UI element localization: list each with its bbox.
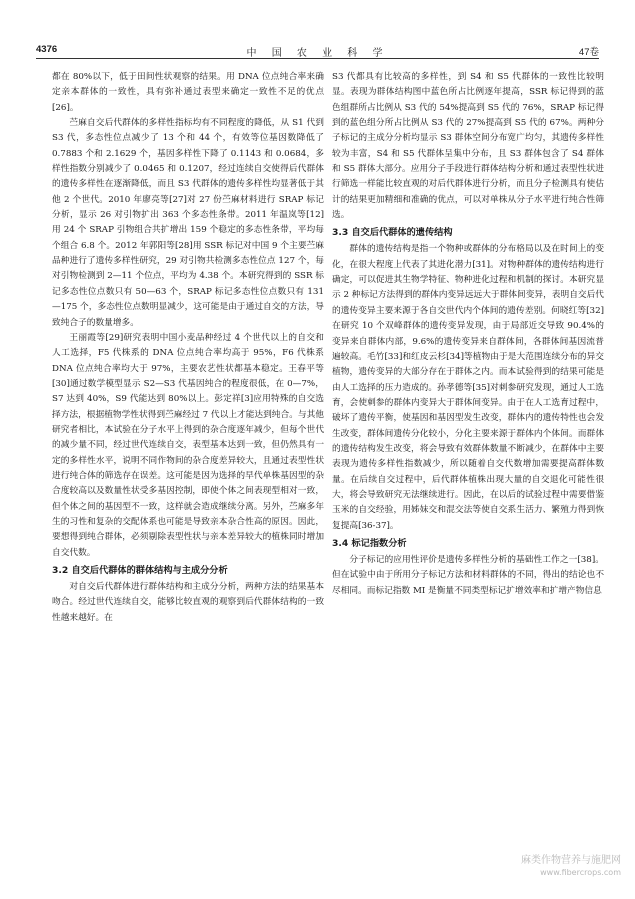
paragraph: S3 代都具有比较高的多样性，到 S4 和 S5 代群体的一致性比较明显。表现为群体结构图中蓝色所占比例逐年提高，SSR 标记得到的蓝色组群所占比例从 S3 代的 54%提高到 S5 代的 76%，SRAP 标记得到的蓝色组分所占比例从 S3 代的 27%提高到 S5 代的 67%。两种分子标记的主成分分析均显示 S3 群体空间分布宽广均匀，其遗传多样性较为丰富，S4 和 S5 代群体呈集中分布，且 S3 群体包含了 S4 群体和 S5 群体大部分。应用分子手段进行群体结构分析和通过表型性状进行筛选一样能比较直观的对后代群体进行分析，而且分子检测具有使估计的结果更加精细和准确的优点，可以对单株从分子水平进行纯合性筛选。 [332,72,604,221]
watermark-title: 麻类作物营养与施肥网 [521,855,621,866]
paragraph: 王丽霞等[29]研究表明中国小麦品种经过 4 个世代以上的自交和人工选择，F5 代株系的 DNA 位点纯合率均高于 95%，F6 代株系 DNA 位点纯合率均大于 97%，主要农艺性状都基本稳定。王春平等[30]通过数学模型显示 S2—S3 代基因纯合的程度很低，在 0—7%，S7 达到 40%，S9 代能达到 80%以上。彭定祥[3]应用特殊的自交选择方法，根据植物学性状得到苎麻经过 7 代以上才能达到纯合。与其他研究者相比，本试验在分子水平上得到的杂合度逐年减少，但每个世代的减少量不同，经过世代连续自交，表型基本达到一致，但仍然具有一定的多样性水平，说明不同作物间的杂合度差异较大，且通过表型性状进行纯合体的筛选存在误差。这可能是因为选择的早代单株基因型的杂合度较高以及数量性状受多基因控制，即使个体之间表现型相对一致，但个体之间的基因型不一致，这样就会造成继续分离。另外，苎麻多年生的习性和复杂的交配体系也可能是导致亲本杂合性高的原因。因此，要想得到纯合群体，必须剔除表型性状与亲本差异较大的植株同时增加自交代数。 [52,332,324,558]
section-heading: 3.3 自交后代群体的遗传结构 [332,227,453,239]
paragraph: 苎麻自交后代群体的多样性指标均有不同程度的降低，从 S1 代到 S3 代，多态性位点减少了 13 个和 44 个，有效等位基因数降低了 0.7883 个和 2.1629 个，基因多样性下降了 0.1143 和 0.0684，多样性指数分别减少了 0.0465 和 0.1207，经过连续自交使得后代群体的遗传多样性在逐渐降低，而且 S3 代群体的遗传多样性均显著低于其他 2 个世代。2010 年廖亮等[27]对 27 份苎麻材料进行 SRAP 标记分析，显示 26 对引物扩出 363 个多态性条带。2011 年温岚等[12]用 24 个 SRAP 引物组合共扩增出 159 个稳定的多态性条带，平均每个组合 6.8 个。2012 年郭阳等[28]用 SSR 标记对中国 9 个主要苎麻品种进行了遗传多样性研究，29 对引物共检测多态性位点 127 个，每对引物检测到 2—11 个位点，平均为 4.38 个。本研究得到的 SSR 标记多态性位点数只有 50—63 个，SRAP 标记多态性位点数只有 131—175 个，多态性位点数明显减少，这可能是由于通过自交的方法，导致纯合子的数量增多。 [52,118,324,328]
journal-name: 中 国 农 业 科 学 [246,48,389,59]
section-heading: 3.2 自交后代群体的群体结构与主成分分析 [52,565,228,576]
watermark-url: www.fibercrops.com [540,868,621,877]
right-column [332,70,604,599]
section-heading: 3.4 标记指数分析 [332,537,407,549]
running-header [36,44,599,59]
paragraph: 都在 80%以下，低于田间性状观察的结果。用 DNA 位点纯合率来确定亲本群体的一致性，具有弥补通过表型来确定一致性不足的优点[26]。 [52,72,324,113]
paragraph: 分子标记的应用性评价是遗传多样性分析的基础性工作之一[38]。但在试验中由于所用分子标记方法和材料群体的不同，得出的结论也不尽相同。而标记指数 MI 是衡量不同类型标记扩增效率和扩增产物信息 [332,554,604,596]
page-number: 4376 [36,44,58,55]
paragraph: 对自交后代群体进行群体结构和主成分分析，两种方法的结果基本吻合。经过世代连续自交，能够比较直观的观察到后代群体结构的一致性越来越好。在 [52,582,324,623]
paragraph: 群体的遗传结构是指一个物种或群体的分布格局以及在时间上的变化，在很大程度上代表了其进化潜力[31]。对物种群体的遗传结构进行确定，可以促进其生物学特征、物种进化过程和机制的探讨。本研究显示 2 种标记方法得到的群体内变异远远大于群体间变异，表明自交后代的遗传变异主要来源于各自交世代内个体间的遗传差别。何晓红等[32]在研究 10 个双峰群体的遗传变异发现，由于局部近交导致 90.4%的变异来自群体内部，9.6%的遗传变异来自群体间，各群体间基因流普遍较高。毛竹[33]和红皮云杉[34]等植物由于是大范围连续分布的异交植物，遗传变异的大部分存在于群体之内。而本试验得到的结果可能是由人工选择的压力造成的。孙孝德等[35]对刺参研究发现，通过人工选育，会使刺参的群体内变异大于群体间变异。由于在人工选育过程中，破坏了遗传平衡，使基因和基因型发生改变，群体内的遗传特性也会发生改变，群体间遗传分化较小，分化主要来源于群体内个体间。而群体的遗传结构发生改变，将会导致有效群体数量不断减少，在群体中主要表现为遗传多样性指数减少，所以随着自交代数增加需要提高群体数量。在后续自交过程中，后代群体植株出现大量的自交退化可能性很大，将会导致研究无法继续进行。因此，在以后的试验过程中需要借鉴玉米的自交经验，用姊妹交和混交法等使自交系生活力、繁殖力得到恢复提高[36-37]。 [332,244,604,531]
volume-label: 47卷 [578,47,599,58]
left-column [52,70,324,626]
watermark [521,855,621,879]
